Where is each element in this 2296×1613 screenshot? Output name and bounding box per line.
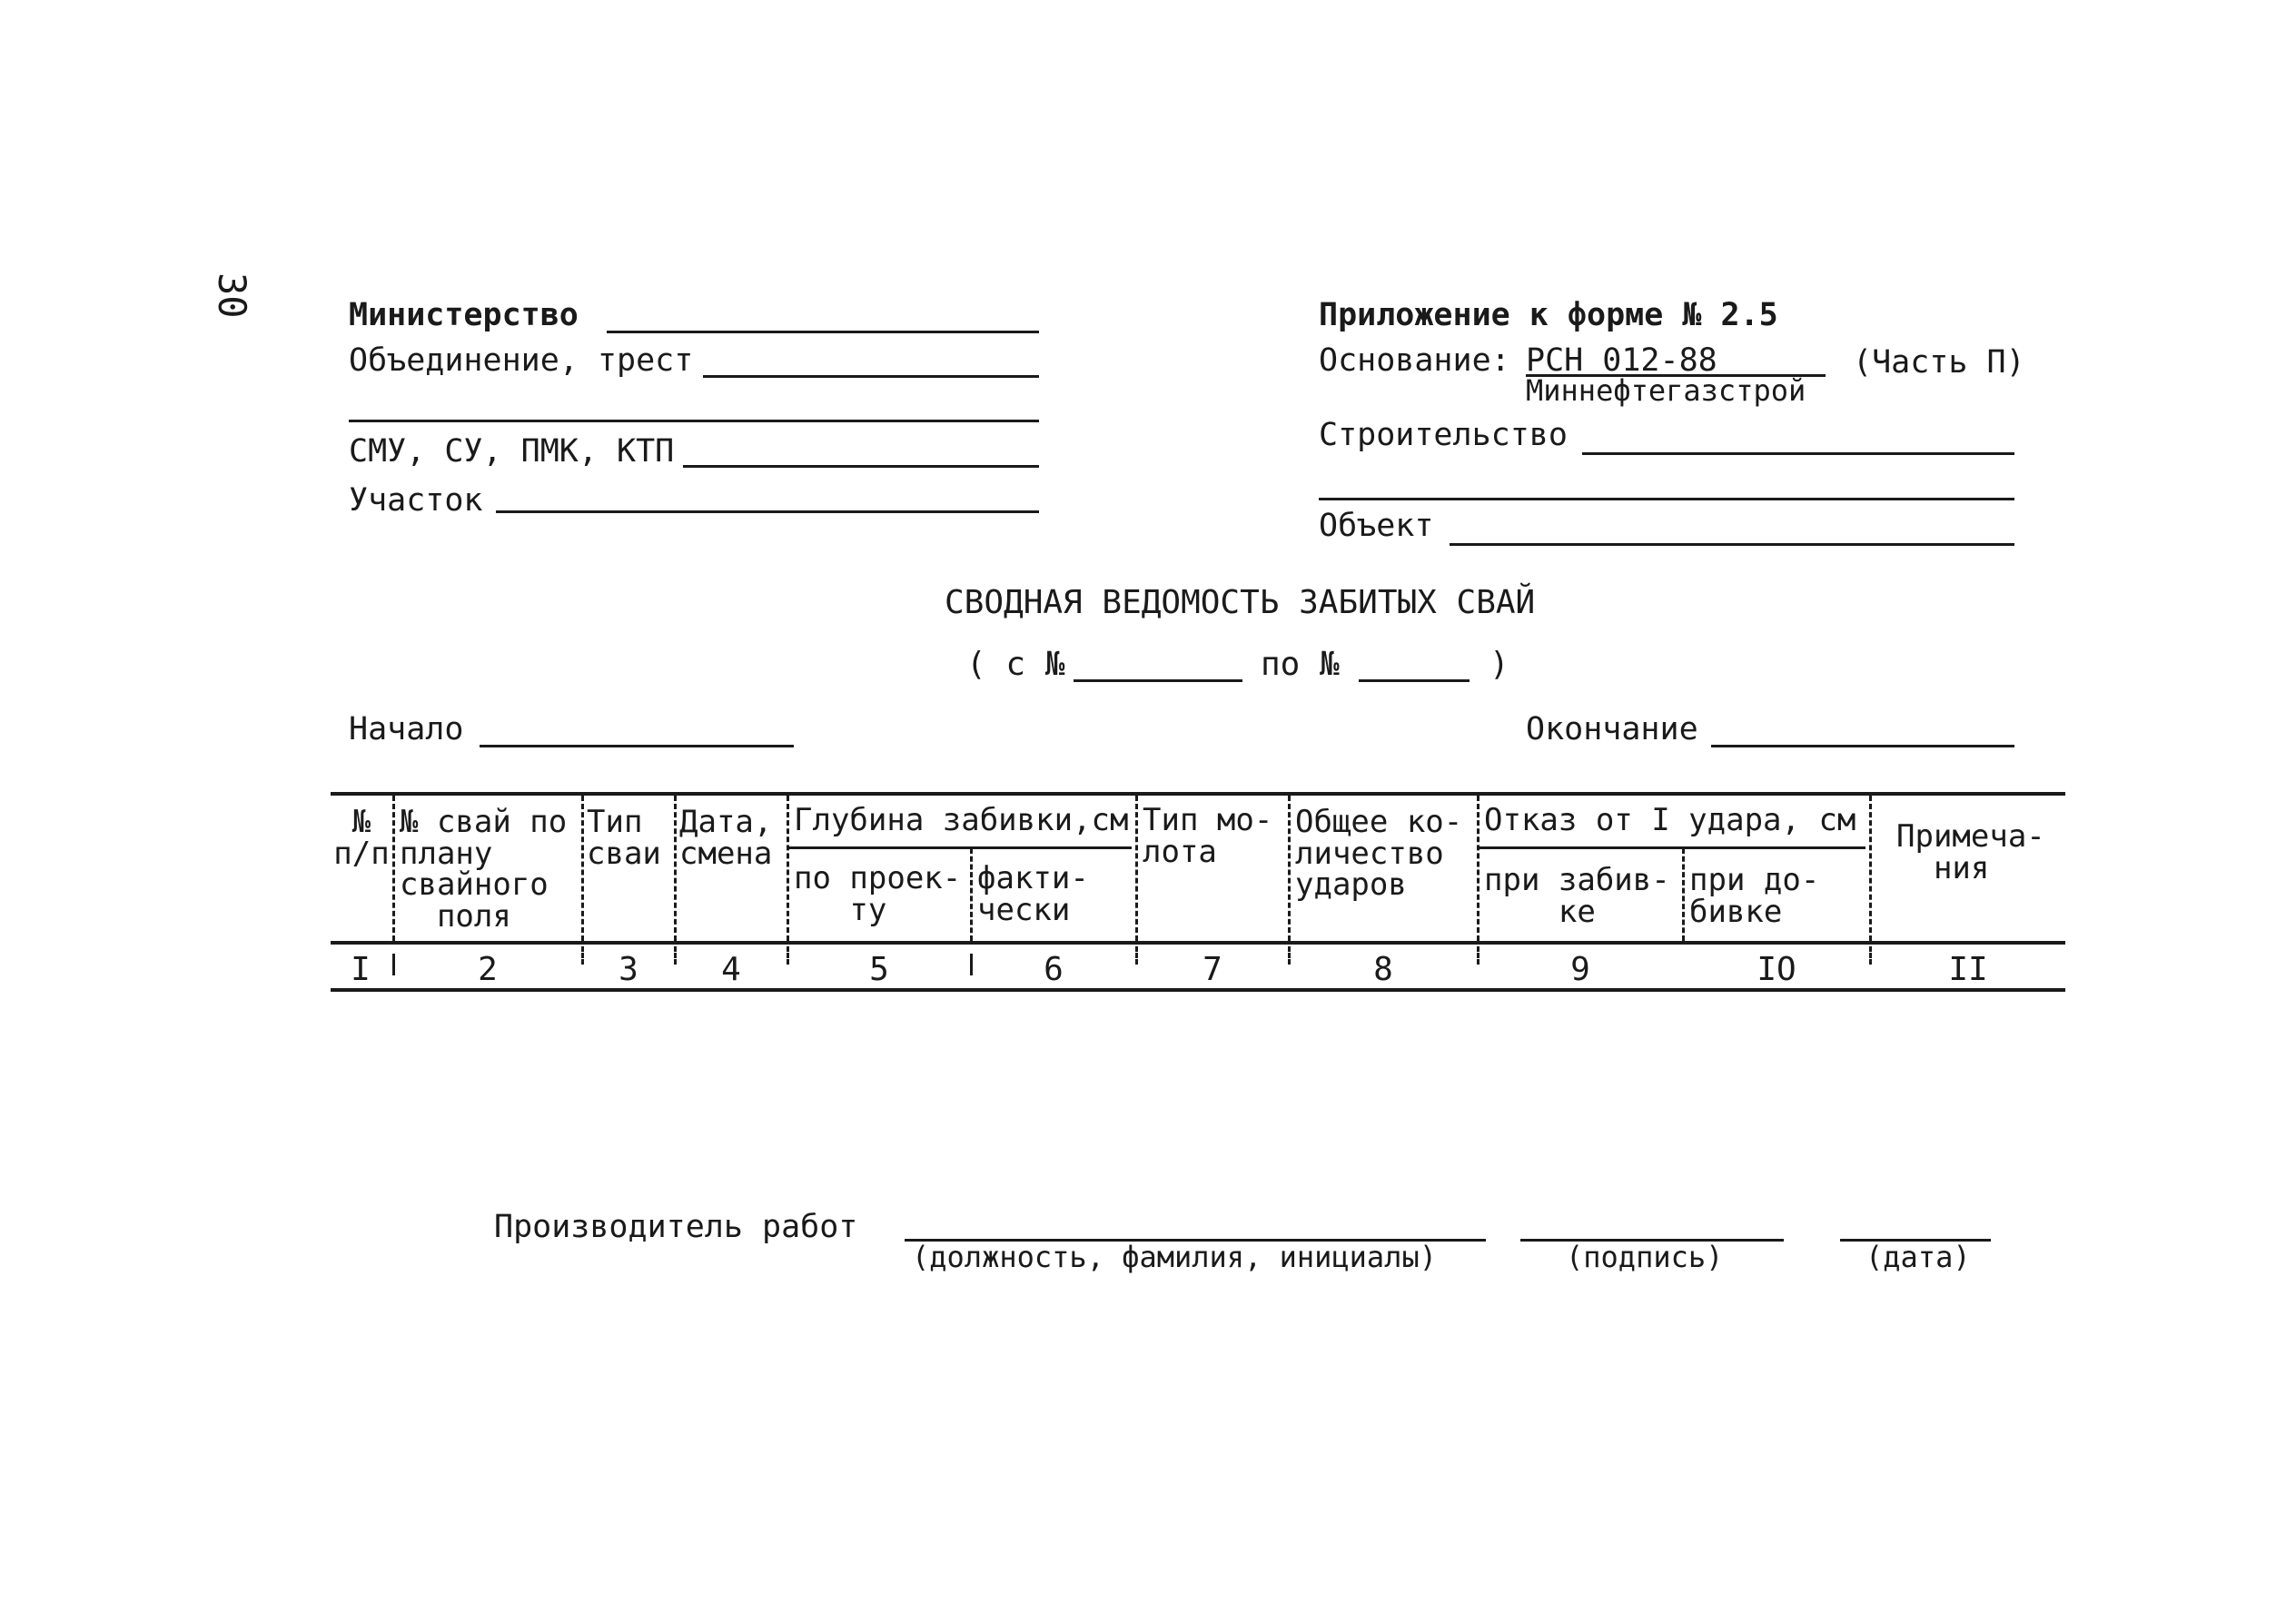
depth-subheader-rule bbox=[788, 846, 1132, 849]
ministry-field-line bbox=[607, 331, 1039, 333]
col-divider-4 bbox=[787, 796, 789, 941]
col-number-2: 2 bbox=[478, 951, 498, 988]
header-pile-plan-number: № свай по плану свайного поля bbox=[400, 804, 568, 935]
header-refusal: Отказ от I удара, см bbox=[1484, 802, 1856, 838]
col-divider-6 bbox=[1135, 796, 1138, 941]
refusal-subheader-rule bbox=[1479, 846, 1866, 849]
header-bottom-rule bbox=[331, 941, 2065, 945]
col-divider-3 bbox=[674, 796, 677, 941]
basis-organization: Миннефтегазстрой bbox=[1526, 373, 1806, 408]
ministry-label: Министерство bbox=[349, 297, 579, 333]
header-date-shift: Дата, смена bbox=[679, 804, 773, 872]
col-number-11: II bbox=[1948, 951, 1988, 988]
appendix-label: Приложение к форме № 2.5 bbox=[1319, 297, 1778, 333]
basis-part: (Часть П) bbox=[1853, 344, 2025, 381]
object-field-line bbox=[1450, 543, 2014, 546]
producer-label: Производитель работ bbox=[494, 1209, 858, 1245]
col-divider-1 bbox=[392, 796, 395, 941]
smu-field-line bbox=[683, 465, 1039, 468]
range-mid: по № bbox=[1261, 646, 1340, 683]
col-number-4: 4 bbox=[721, 951, 741, 988]
association-label: Объединение, трест bbox=[349, 342, 694, 379]
col-number-6: 6 bbox=[1044, 951, 1064, 988]
col-number-9: 9 bbox=[1570, 951, 1590, 988]
start-field-line bbox=[480, 745, 794, 747]
col-number-3: 3 bbox=[619, 951, 638, 988]
col-number-7: 7 bbox=[1202, 951, 1222, 988]
construction-field-line bbox=[1582, 452, 2014, 455]
range-close: ) bbox=[1489, 646, 1509, 683]
col-divider-10 bbox=[1869, 796, 1872, 941]
basis-label: Основание: bbox=[1319, 342, 1510, 379]
start-label: Начало bbox=[349, 711, 464, 747]
header-driving-depth: Глубина забивки,см bbox=[794, 802, 1129, 838]
table-top-rule bbox=[331, 792, 2065, 796]
col-divider-2 bbox=[581, 796, 584, 941]
association-extra-line bbox=[349, 420, 1039, 422]
table-bottom-rule bbox=[331, 988, 2065, 992]
section-label: Участок bbox=[349, 482, 483, 519]
range-open: ( с № bbox=[966, 646, 1065, 683]
signature-caption: (подпись) bbox=[1566, 1240, 1724, 1274]
col-number-10: IO bbox=[1757, 951, 1796, 988]
page-number: 30 bbox=[210, 272, 254, 319]
col-number-5: 5 bbox=[869, 951, 889, 988]
basis-document: РСН 012-88 bbox=[1526, 342, 1717, 379]
col-divider-9 bbox=[1682, 848, 1685, 941]
end-label: Окончание bbox=[1526, 711, 1698, 747]
smu-label: СМУ, СУ, ПМК, КТП bbox=[349, 433, 675, 470]
date-caption: (дата) bbox=[1866, 1240, 1971, 1274]
header-pile-type: Тип сваи bbox=[587, 804, 661, 872]
header-total-blows: Общее ко- личество ударов bbox=[1295, 804, 1463, 904]
document-title: СВОДНАЯ ВЕДОМОСТЬ ЗАБИТЫХ СВАЙ bbox=[945, 584, 1536, 621]
col-divider-7 bbox=[1288, 796, 1291, 941]
col-divider-5 bbox=[970, 848, 973, 941]
header-refusal-redriving: при до- бивке bbox=[1689, 862, 1820, 930]
construction-extra-line bbox=[1319, 498, 2014, 500]
object-label: Объект bbox=[1319, 508, 1434, 544]
col-number-8: 8 bbox=[1373, 951, 1393, 988]
col-divider-8 bbox=[1477, 796, 1480, 941]
section-field-line bbox=[496, 510, 1039, 513]
header-row-number: № п/п bbox=[333, 804, 390, 872]
header-depth-design: по проек- ту bbox=[794, 860, 962, 928]
col-number-1: I bbox=[351, 951, 371, 988]
range-from-line bbox=[1074, 679, 1242, 682]
range-to-line bbox=[1359, 679, 1470, 682]
header-refusal-driving: при забив- ке bbox=[1484, 862, 1670, 930]
construction-label: Строительство bbox=[1319, 417, 1568, 453]
position-caption: (должность, фамилия, инициалы) bbox=[912, 1240, 1437, 1274]
end-field-line bbox=[1711, 745, 2014, 747]
header-depth-actual: факти- чески bbox=[977, 860, 1089, 928]
header-notes: Примеча- ния bbox=[1896, 818, 2045, 886]
header-hammer-type: Тип мо- лота bbox=[1143, 802, 1273, 870]
association-field-line bbox=[703, 375, 1039, 378]
